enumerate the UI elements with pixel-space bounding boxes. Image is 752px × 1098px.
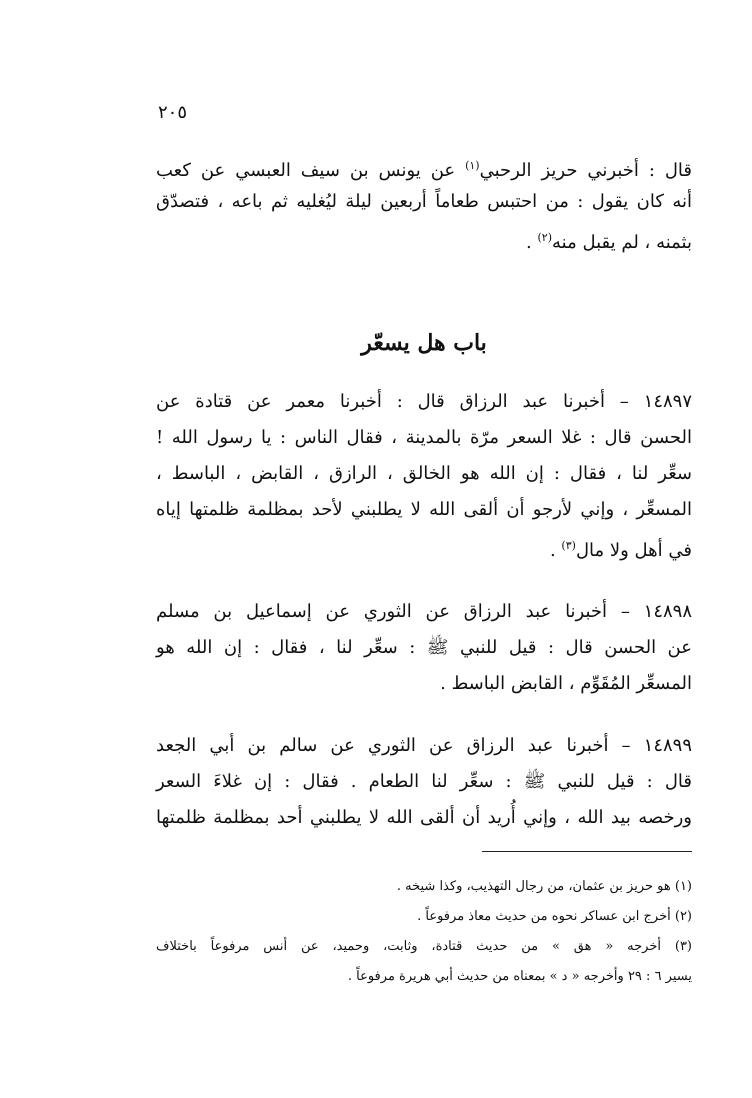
hadith-14898	[156, 594, 692, 702]
footnote-divider	[482, 851, 692, 852]
footnote-ref: (٣)	[561, 539, 576, 552]
footnote-ref: (٢)	[537, 231, 552, 244]
text-line: ١٤٨٩٩ – أخبرنا عبد الرزاق عن الثوري عن سالم بن أبي الجعد	[156, 735, 692, 756]
text-line: الحسن قال : غلا السعر مرّة بالمدينة ، فقال الناس : يا رسول الله !	[156, 427, 692, 448]
footnote: (١) هو حريز بن عثمان، من رجال التهذيب، وكذا شيخه .	[396, 879, 692, 894]
text-line: ١٤٨٩٧ – أخبرنا عبد الرزاق قال : أخبرنا معمر عن قتادة عن	[156, 391, 692, 412]
page-number: ٢٠٥	[158, 102, 188, 123]
hadith-14897	[156, 384, 692, 564]
text-line: في أهل ولا مال$^{(٣)}$ .	[549, 539, 692, 561]
chapter-title: باب هل يسعّر	[361, 330, 487, 356]
text-line: سعِّر لنا ، فقال : إن الله هو الخالق ، الرازق ، القابض ، الباسط ،	[156, 463, 692, 484]
footnote: (٣) أخرجه « هق » من حديث قتادة، وثابت، وحميد، عن أنس مرفوعاً باختلاف	[156, 939, 692, 954]
footnotes	[156, 872, 692, 992]
text-line: قال : قيل للنبي ﷺ : سعِّر لنا الطعام . فقال : إن غلاءَ السعر	[156, 771, 692, 792]
hadith-14899	[156, 728, 692, 836]
intro-paragraph	[156, 148, 692, 256]
text-line: أنه كان يقول : من احتبس طعاماً أربعين ليلة ليُغليه ثم باعه ، فتصدّق	[156, 191, 692, 212]
text-line: بثمنه ، لم يقبل منه$^{(٢)}$ .	[526, 231, 692, 253]
footnote: يسير ٦ : ٢٩ وأخرجه « د » بمعناه من حديث أبي هريرة مرفوعاً .	[347, 969, 692, 984]
text-line: عن الحسن قال : قيل للنبي ﷺ : سعِّر لنا ، فقال : إن الله هو	[156, 637, 692, 658]
footnote: (٢) أخرج ابن عساكر نحوه من حديث معاذ مرفوعاً .	[417, 909, 692, 924]
text-line: ورخصه بيد الله ، وإني أُريد أن ألقى الله لا يطلبني أحد بمظلمة ظلمتها	[156, 807, 692, 828]
text-line: ١٤٨٩٨ – أخبرنا عبد الرزاق عن الثوري عن إسماعيل بن مسلم	[156, 601, 692, 622]
text-line: المسعِّر المُقَوِّم ، القابض الباسط .	[440, 673, 692, 694]
footnote-ref: (١)	[465, 159, 480, 172]
text-line: قال : أخبرني حريز الرحبي$^{(١)}$ عن يونس بن سيف العبسي عن كعب	[156, 159, 692, 181]
text-line: المسعِّر ، وإني لأرجو أن ألقى الله لا يطلبني لأحد بمظلمة ظلمتها إياه	[156, 499, 692, 520]
